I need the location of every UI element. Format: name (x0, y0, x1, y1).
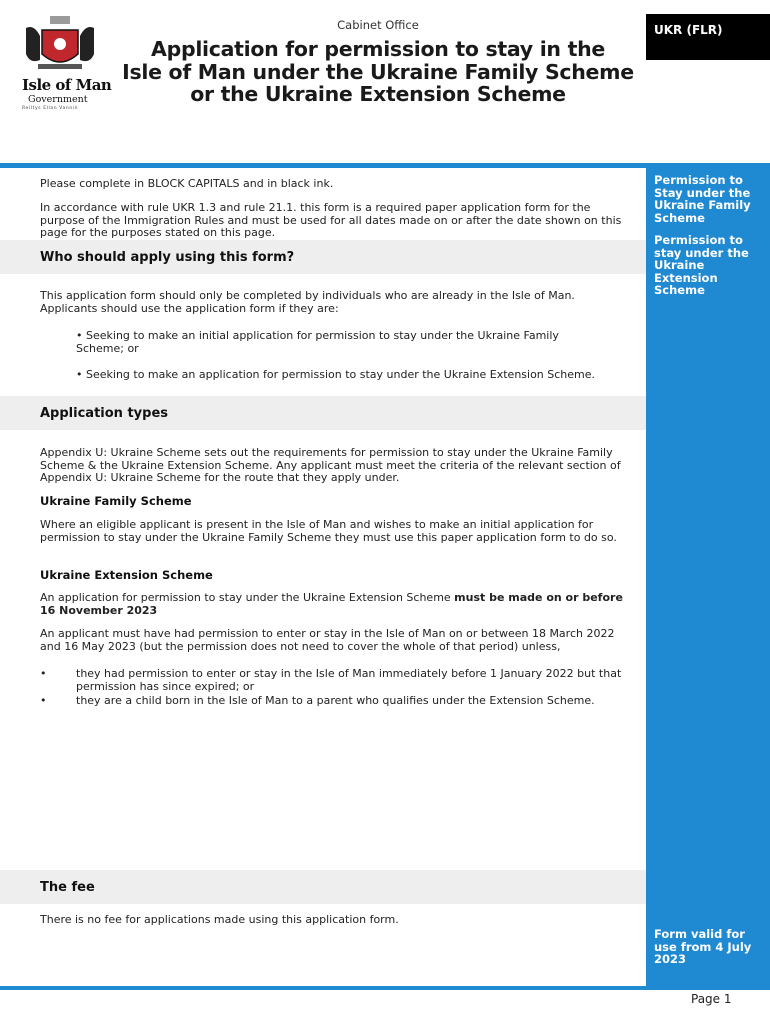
title-line-1: Application for permission to stay in the (151, 37, 605, 61)
bullet-dot: • (76, 329, 86, 342)
form-code-badge (646, 14, 770, 60)
who-paragraph: This application form should only be completed by individuals who are already in the Isle of Man. Applicants should use the application form if they are: (40, 289, 575, 315)
extension-bullet-2-text: they are a child born in the Isle of Man to a parent who qualifies under the Extension Scheme. (76, 694, 595, 707)
extension-bullet-1-text: they had permission to enter or stay in the Isle of Man immediately before 1 January 2022 but that permission has since expired; or (76, 667, 622, 693)
intro-block-capitals: Please complete in BLOCK CAPITALS and in black ink. (40, 177, 334, 190)
extension-permission-paragraph: An applicant must have had permission to enter or stay in the Isle of Man on or between 18 March 2022 and 16 May 2023 (but the permission does not need to cover the whole of that period) unless, (40, 627, 615, 653)
who-bullet-2-text: Seeking to make an application for permission to stay under the Ukraine Extension Scheme. (86, 368, 596, 381)
logo-wordmark: Isle of Man (22, 76, 112, 94)
family-scheme-heading: Ukraine Family Scheme (40, 494, 192, 508)
intro-rule-text: In accordance with rule UKR 1.3 and rule 21.1. this form is a required paper application form for the purpose of the Immigration Rules and must be used for all dates made on or after the date shown on this page for the purposes stated on this page. (40, 201, 622, 239)
extension-scheme-heading: Ukraine Extension Scheme (40, 568, 213, 582)
fee-paragraph: There is no fee for applications made using this application form. (40, 913, 399, 926)
bullet-dot: • (40, 694, 47, 707)
title-line-2: Isle of Man under the Ukraine Family Scheme (122, 59, 634, 84)
sidebar-form-valid: Form valid for use from 4 July 2023 (654, 927, 752, 966)
extension-bullet-1 (40, 668, 630, 693)
title-line-3: or the Ukraine Extension Scheme (190, 82, 566, 106)
family-scheme-paragraph: Where an eligible applicant is present in the Isle of Man and wishes to make an initial application for permission to stay under the Ukraine Family Scheme they must use this paper application form to do so. (40, 518, 617, 544)
section-band-fee (0, 870, 646, 904)
department-label: Cabinet Office (337, 18, 419, 32)
logo-tagline: Reiltys Ellan Vannin (22, 106, 79, 111)
extension-deadline-text: An application for permission to stay under the Ukraine Extension Scheme (40, 591, 455, 604)
bottom-divider (0, 986, 770, 990)
page-title (106, 38, 650, 106)
who-bullet-1-text: Seeking to make an initial application for permission to stay under the Ukraine Family Scheme; or (76, 329, 559, 355)
extension-bullet-2 (40, 695, 630, 708)
who-bullet-2 (76, 369, 626, 382)
section-heading-fee: The fee (40, 880, 95, 895)
page-number: Page 1 (691, 992, 732, 1006)
types-paragraph: Appendix U: Ukraine Scheme sets out the requirements for permission to stay under the Ukraine Family Scheme & the Ukraine Extension Scheme. Any applicant must meet the criteria of the relevant section of Appendix U: Ukraine Scheme for the route that they apply under. (40, 446, 621, 484)
sidebar (646, 163, 770, 990)
sidebar-extension-scheme: Permission to stay under the Ukraine Extension Scheme (654, 233, 749, 297)
extension-scheme-paragraph (40, 592, 630, 617)
extension-deadline-bold: must be made on or before 16 November 2023 (40, 591, 623, 617)
bullet-dot: • (76, 368, 86, 381)
who-bullet-1 (76, 330, 596, 355)
section-heading-types: Application types (40, 406, 168, 421)
section-heading-who: Who should apply using this form? (40, 250, 295, 265)
logo-government-label: Government (28, 94, 88, 105)
bullet-dot: • (40, 667, 47, 680)
sidebar-family-scheme: Permission to Stay under the Ukraine Family Scheme (654, 173, 751, 225)
form-code-text: UKR (FLR) (654, 23, 723, 37)
